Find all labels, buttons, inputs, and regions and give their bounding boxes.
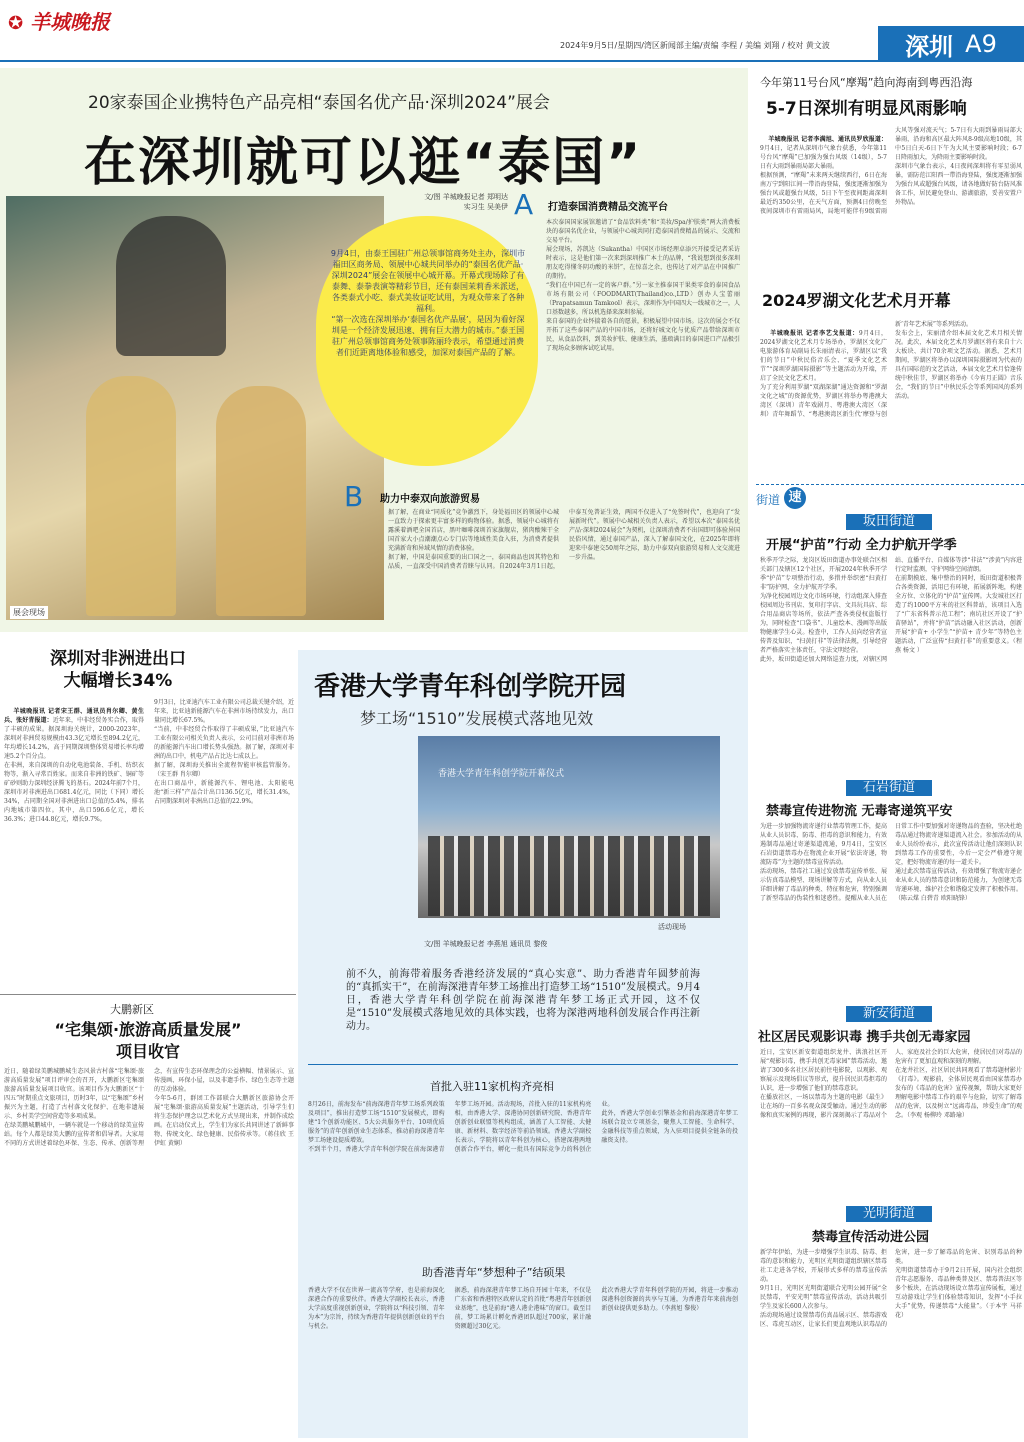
bantian-article	[756, 512, 1024, 774]
typhoon-headline: 5-7日深圳有明显风雨影响	[766, 99, 967, 119]
typhoon-body: 9月4日，记者从深圳市气象台获悉，今年第11号台风“摩羯”已加强为强台风级（14级），5-7日有大雨到暴雨局部大暴雨。 根据预测，“摩羯”未来两天继续西行，6日在海南万宁到阳江间一带沿海登陆，强度逐渐加强为强台风或超强台风级，5日下午至夜间距离深圳最近约350公里，在天气方面，预测4日傍晚至夜间深圳市有雷雨局风，局地可能伴有9级雷雨大风等强对流天气；5-7日有大雨到暴雨局部大暴雨，沿海和高区最大阵风8-9级高地10级，其中5日白天-6日下午为大风主要影响时段；6-7日降雨加大，为降雨主要影响时段。 深圳市气象台表示，4日夜间深圳将有零星弱风暴，需防范江阳西一带沿海登陆，强度逐渐加强为强台风或超强台风级，请各地做好防台防风准备工作，居民避免登山、游湖旅游，妥善安置户外物品。	[760, 127, 1022, 215]
thai-sec-a-text: 本次泰国国家展馆邀请了“食品饮料类”和“美妆/Spa/护肤类”两大消费板块的泰国名优企业，与领展中心城共同打造泰国消费精品的展示、交流和交易平台。 展会现场，苏凯达（Sukantha）中国区市场经理卓添兴开接受记者采访时表示，这是他们第一次来到深圳推广本土的品牌，“我说想到很多深圳朋友吃得懂冬阴功酸的米饼”，在惊喜之余，也传达了对产品在中国推广的期待。 “我们在中国已有一定的客户群。”另一家主推泰国干果类零食的泰国食品市场有限公司（FOODMART(Thailand)co.,LTD）创办人宝蕾丽（Prapatsamun Tamkool）表示，深圳作为中国四大一线城市之一，人口基数越多，所以机选择来深圳参展。 来自泰国的企业怀揣着各自的愿景，积极展望中国市场。这次的展会不仅开拓了这些泰国产品的中国市场，还将好城文化与优质产品带给深圳市民，从食品饮料，到美妆护肤、健康生活，墨琅满目的泰国进口产品极引了现场众多顾客试吃试用。	[546, 219, 740, 352]
dapeng-article	[0, 994, 296, 1438]
hku-sec1-rule	[308, 1064, 738, 1065]
page-number: A9	[965, 30, 997, 58]
shiyan-text: 为进一步加强物流寄递行业禁毒管理工作，提高从业人员识毒、防毒、拒毒的意识和能力，有效遏制毒品通过寄递渠道流通，9月4日，宝安区石岩街道禁毒办在物流企业开展“依法寄递，物流防毒”为主题的禁毒宣传活动。 活动现场，禁毒社工通过发放禁毒宣传单张、展示仿真毒品模型、现场讲解等方式，向从业人员详细讲解了毒品的种类、特征和危害，特别强调了新型毒品的伪装性和迷惑性。提醒从业人员在日常工作中要加强对寄递物品的查验，坚决杜绝毒品通过物流寄递渠道流入社会。参加活动的从业人员纷纷表示，此次宣传活动让他们深刻认识到禁毒工作的重要性，今后一定会严格遵守规定，把好物流寄递的每一道关卡。 通过此次禁毒宣传活动，有效增强了物流寄递企业从业人员的禁毒意识和防范能力，为创建无毒寄递环境、维护社会和谐稳定发挥了积极作用。（陈云煤 白碧青 欧阳晓锋）	[760, 823, 1022, 902]
xinan-tag: 新安街道	[846, 1006, 932, 1022]
issue-info: 2024年9月5日/星期四/湾区新闻部主编/责编 李程 / 美编 刘翔 / 校对 黄文波	[560, 41, 830, 50]
typhoon-article	[756, 68, 1024, 280]
street-badge: 速递	[784, 487, 806, 509]
shiyan-headline: 禁毒宣传进物流 无毒寄递筑平安	[766, 804, 953, 819]
guangming-article	[756, 1204, 1024, 1438]
street-label: 街道	[756, 493, 781, 507]
guangming-tag: 光明街道	[846, 1206, 932, 1222]
masthead-rule	[0, 60, 878, 62]
xinan-text: 近日，宝安区新安街道组织龙井、洪浪社区开展“观影识毒，携手共创无毒家园”禁毒活动，邀请了300多名社区居民前往电影院，以观影、观察展示及现场倡议等形式，提升居民识毒拒毒的认识，进一步增强了他们的禁毒意识。 在播放社区，一场以禁毒为主题的电影《最生》让在场的一百多名观众深受触动。通过生动的影像和真实案例的再现，影片深刻揭示了毒品对个人、家庭及社会的巨大危害，使居民们对毒品的危害有了更加直观和深刻的理解。 在龙井社区，社区居民共同观看了禁毒题材影片《打毒》。观影前，全体居民观看由国家禁毒办发布的《毒品的危害》宣传视频，帮助大家更好理解电影中禁毒工作的艰辛与危险，切实了解毒品的危害，以及树立“远离毒品，珍爱生命”的观念。（李观 杨柳玲 邓路瑜）	[760, 1049, 1022, 1119]
thai-article	[0, 68, 748, 632]
photo-figure-top	[116, 216, 226, 356]
africa-headline: 深圳对非洲进出口 大幅增长34%	[50, 649, 186, 691]
hku-sec2-text: 香港大学不仅在世界一流高等学府，也是前海深化深港合作的重要伙伴。香港大学副校长表示，香港大学高度重视创新创业，学院将以“科技引领、青年为本”为宗旨，持续为香港青年提供创新创业的平台与机会。 据悉，前海深港青年梦工场自开园十年来，不仅是广东省和香港特区政府认定的首批“粤港青年创新创业基地”，也是前海“港人港企港味”的窗口。截至目前，梦工场累计孵化香港团队超过700家，累计融资额超过30亿元。 此次香港大学青年科创学院的开园，将进一步推动深港科创资源的共享与互通，为香港青年来前海创新创业提供更多助力。（李燕旭 黎俊）	[308, 1287, 738, 1330]
guangming-text: 新学年伊始，为进一步增强学生识毒、防毒、拒毒的意识和能力，光明区光明街道组织辖区禁毒社工走进各学校，开展形式多样的禁毒宣传活动。 9月1日，光明区光明街道联合光明公园开展“全民禁毒，平安光明”禁毒宣传活动，活动共吸引学生及家长600人次参与。 活动现场通过设置禁毒仿真品展示区、禁毒游戏区、毒虎互动区，让家长们更直观地认识毒品的危害，进一步了解毒品的危害、识别毒品的种类。 光明街道禁毒办于9月2日开展，国内社会组织青年志愿服务、毒品种类普及区、禁毒普法区等多个板块，在活动现场设立禁毒宣传展板，通过互动游戏让学生们体验禁毒知识，发挥“小手拉大手”优势，传递禁毒“大能量”。（于本宇 马祥花）	[760, 1249, 1022, 1328]
luohu-headline: 2024罗湖文化艺术月开幕	[762, 291, 951, 310]
africa-body: 近年来，中非经贸务实合作，取得了丰硕的成果。据深圳海关统计，2000-2023年，深圳对非洲贸易规模由43.3亿元增长至894.2亿元，年均增长14.2%，高于同期深圳整体贸易增长率均增速5.2个百分点。 在非洲，来自深圳的自动化电池装备、手机、纺织衣物等，渐入寻常百姓家。而来自非洲的铁矿、铜矿等矿砂则助力深圳经济腾飞的基石。2024年前7个月，深圳市对非洲进出口681.4亿元，同比（下同）增长34%，占同期全国对非洲进出口总值的5.4%，排名内地城市第四位。其中，出口596.6亿元，增长36.3%；进口44.8亿元，增长9.7%。 9月3日，比亚迪汽车工业有限公司总裁关键介绍，近年来，比亚迪新能源汽车在非洲市场持续发力，出口量同比增长67.5%。 “当前，中非经贸合作取得了丰硕成果，”比亚迪汽车工业有限公司相关负责人表示，公司目前对非洲市场的新能源汽车出口增长势头强劲。据了解，深圳对非洲的出口中，机电产品占比达七成以上。 据了解，深圳海关推出全流程智能审核监管服务。（宋王群 肖尔卿） 在出口商品中，新能源汽车、锂电池、太阳能电池“新三样”产品合计出口136.5亿元，增长31.4%，占同期深圳对非洲出口总值的22.9%。	[4, 699, 294, 823]
africa-article	[0, 640, 296, 992]
hku-photo	[418, 736, 720, 918]
luohu-article	[756, 282, 1024, 482]
luohu-byline: 羊城晚报讯 记者李艺戈报道：	[770, 330, 859, 337]
hku-byline: 文/图 羊城晚报记者 李燕旭 通讯员 黎俊	[424, 940, 548, 948]
africa-text	[4, 698, 294, 988]
thai-byline: 文/图 羊城晚报记者 郑明达 实习生 吴美伊	[424, 193, 508, 211]
luohu-body: 9月4日，2024罗湖文化艺术月专场举办，罗湖区文化广电旅游体育局副局长朱丽清表示，罗湖区以“我们的节日”中秋民俗音乐会、“夏季文化艺术节”“深圳罗湖国际摄影”等主题活动为开端，开启了全民文化艺术月。 为了充分利用罗湖“双湖深湖”通达资源和“罗湖文化之城”的资源优势，罗湖区将举办粤港澳大湾区（深圳）青年戏剧月、粤港澳大湾区（深圳）青年舞蹈节、“粤港澳湾区新生代‘摩登与创新’青年艺术展”等系列活动。 发布会上，宋丽清介绍本届文化艺术月相关情况。此次，本届文化艺术月罗湖区将有来自十六大板块、共计70余项文艺活动。据悉，艺术月期间，罗湖区将举办以深圳国际摄影周为代表的具有国际范的文艺活动，本届文化艺术月恰逢传统中秋佳节，罗湖区将举办《今宵月正圆》音乐会，“我们的节日”中秋民乐会等系列国风的系列活动。	[760, 321, 1022, 418]
hku-sec2-title: 助香港青年“梦想种子”结硕果	[422, 1266, 566, 1279]
thai-sec-b-letter: B	[344, 480, 364, 513]
newspaper-logo: ✪ 羊城晚报	[8, 10, 111, 34]
typhoon-text	[760, 126, 1022, 276]
masthead	[0, 0, 1024, 62]
flame-icon: ✪	[8, 13, 24, 34]
thai-kicker: 20家泰国企业携特色产品亮相“泰国名优产品·深圳2024”展会	[88, 93, 550, 113]
dapeng-text: 近日，随着绿美鹏城鹏城生态风景古村落“宅集颂·旅游高质量发展”项目评审会的召开，大鹏新区宅集颂旅游高质量发展项目收官。该项目作为大鹏新区“十四五”时期重点文旅项目，历时3年，以“宅集颂”乡村振兴为主题，打造了古村落文化保护、在地非遗展示、乡村美学空间营造等多项成果。 在绿美鹏城鹏城中，一辆车就是一个移动的绿美宣传站。每个人都是绿美大鹏的宣传者和倡导者。大家用不同的方式讲述着绿色环保、生态、传承、创新等理念，有宣传生态环保理念的公益横幅、情景展示、宣传漫画、环保小屋，以及非遗手作、绿色生态等主题的互动体验。 今年5-6月，群团工作部联合大鹏新区旅游协会开展“宅集颂·旅游高质量发展”主题活动，引导学生们将生态保护理念以艺术化方式呈现出来，并制作成绘画。在启动仪式上，学生们为家长共同讲述了新鲜事物、传统文化、绿色健康、民俗传承等。（蒋佳欣 王伊虹 黄娴）	[4, 1068, 294, 1147]
luohu-text	[760, 320, 1022, 478]
hku-lead: 前不久，前海带着服务香港经济发展的“真心实意”、助力香港青年圆梦前海的“真抓实干”，在前海深港青年梦工场推出打造梦工场“1510”发展模式。9月4日，香港大学青年科创学院在前海深港青年梦工场正式开园，这不仅是“1510”发展模式落地见效的具体实践，也将为深港两地科创发展合作再注新动力。	[346, 969, 700, 1032]
thai-lead: 9月4日，由泰王国驻广州总领事馆商务处主办，深圳市福田区商务局、领展中心城共同举办的“泰国名优产品·深圳2024”展会在领展中心城开幕。开幕式现场除了有泰舞、泰拳表演等精彩节目，还有泰国茉莉香米派送，各类泰式小吃、泰式美妆证吃试用，为观众带来了各种福利。 “第一次选在深圳举办‘泰国名优产品展’，是因为看好深圳是一个经济发展迅速、拥有巨大潜力的城市。”泰王国驻广州总领事馆商务处领事陈丽玲表示，希望通过消费者们近距离地体验和感受，加深对泰国产品的了解。	[330, 249, 526, 357]
thai-sec-a-title: 打造泰国消费精品交流平台	[548, 202, 668, 213]
thai-sec-a-letter: A	[514, 188, 534, 221]
guangming-headline: 禁毒宣传活动进公园	[812, 1230, 930, 1245]
bantian-headline: 开展“护苗”行动 全力护航开学季	[766, 538, 957, 553]
typhoon-kicker: 今年第11号台风“摩羯”趋向海南到粤西沿海	[760, 76, 973, 89]
thai-sec-b-title: 助力中泰双向旅游贸易	[380, 494, 480, 505]
africa-byline: 羊城晚报讯 记者宋王群、通讯员肖尔卿、黄生兵、张好青报道：	[4, 708, 144, 724]
photo-caption: 展会现场	[10, 606, 48, 619]
bantian-text: 秋季开学之际，龙岗区坂田街道办事处联合区相关部门及辖区12个社区，开展2024年秋季开学季“护苗”专项整治行动，多措并举织密“扫黄打非”防护网，全力护航开学季。 为净化校园周边文化市场环境，行动组深入排查校园周边书刊店、复印打字店、文具玩具店、综合用品商店等场所，依法严查各类侵权盗版行为，同时检查“口袋书”、儿童绘本、漫画等出版物健康学生心灵。检查中，工作人员向经营者宣传普及知识，“扫黄打非”等法律法规，引导经营者严格落实主体责任，守法文明经营。 此外，坂田街道还加大网络巡查力度，对辖区网站、直播平台、自媒体等涉“非法”“涉黄”内容进行定时监测，守护网络空间清朗。 在前期摸底、集中整治的同时，坂田街道积极普合各类资源，活用已有环境，拓展新阵地，构建全方位、立体化的“护苗”宣传网。大发城社区打造了约1000平方米的社区科普站，该项目入选了“广东省科普示范工程”；南坑社区开设了“护苗驿站”，并将“护苗”活动融入社区活动，创新开展“护苗+ 小学生”“护苗+ 青少年”等特色主题活动，广泛宣传“扫黄打非”的重要意义。（程 燕 杨文 ）	[760, 557, 1022, 663]
thai-photo	[6, 196, 384, 620]
section-name: 深圳	[905, 32, 954, 61]
dapeng-headline: “宅集颂·旅游高质量发展” 项目收官	[54, 1020, 242, 1061]
hku-sec1-text: 8月26日，前海发布“前海深港青年梦工场系列政策及项目”，推出打造梦工场“1510”发展模式，即构建“1个创新功能区、5大公共服务平台、10项优质服务”的青年创新创业生态体系，推动前海深港青年梦工场建设提质增效。 不到半个月，香港大学青年科创学院在前海深港青年梦工场开园。活动现场，首批入驻的11家机构亮相，由香港大学、深港协同创新研究院、香港青年创新创业联盟等机构组成，涵盖了人工智能、大健康、新材料、数字经济等前沿领域。香港大学副校长表示，学院将以青年科创为核心，搭建深港两地创新合作平台，孵化一批具有国际竞争力的科创企业。 此外，香港大学创业引擎基金和前海深港青年梦工场联合设立专项基金，聚焦人工智能、生命科学、金融科技等重点领域，为入驻项目提供全链条的投融资支持。	[308, 1101, 738, 1153]
hku-photo-caption: 活动现场	[658, 923, 686, 931]
thai-headline: 在深圳就可以逛“泰国”	[84, 133, 643, 193]
photo-figure-right	[216, 386, 306, 616]
xinan-headline: 社区居民观影识毒 携手共创无毒家园	[758, 1030, 971, 1045]
typhoon-byline: 羊城晚报讯 记者李满旭、通讯员罗欣报道：	[768, 136, 887, 143]
photo-figure-left	[86, 376, 176, 616]
section-box	[878, 26, 1024, 62]
photo-crowd	[428, 836, 710, 916]
bantian-tag: 坂田街道	[846, 514, 932, 530]
xinan-article	[756, 1004, 1024, 1200]
thai-sec-b-text-1: 据了解，在商业“同质化”竞争激烈下，身处福田区的领展中心城一直致力于探索更丰富多样的购物体验。据悉，领展中心城将有露溪着酒吧全国首店，黑叶咖啡深圳首家旗舰店，猪肉酸辣干全国首家大小点潮潮点心专门店等地域性美食入驻，为消费者提供充满新奇和异域风情的消费体验。 据了解，中国是泰国重要的出口国之一，泰国商品也因其特色和品质，一直深受中国消费者青睐与认同。自2024年3月1日起，中泰互免普证生效，两国不仅进入了“免签时代”，也迎向了“发展新时代”。领展中心城相关负责人表示，希望以本次“泰国名优产品·深圳2024展会”为契机，让深圳消费者不出国即可体验异国民俗风情，通过泰国产品，深入了解泰国文化，在2025年即将迎来中泰建交50周年之际，助力中泰双向旅游贸易和人文交流进一步升温。	[388, 509, 740, 570]
hku-headline: 香港大学青年科创学院开园	[314, 672, 627, 702]
dapeng-kicker: 大鹏新区	[110, 1003, 154, 1016]
hku-subtitle: 梦工场“1510”发展模式落地见效	[360, 709, 594, 728]
hku-article	[298, 650, 748, 1438]
hku-sec1-title: 首批入驻11家机构齐亮相	[430, 1080, 554, 1093]
shiyan-tag: 石岩街道	[846, 780, 932, 796]
shiyan-article	[756, 778, 1024, 1000]
photo-banner-text: 香港大学青年科创学院开幕仪式	[438, 769, 565, 779]
